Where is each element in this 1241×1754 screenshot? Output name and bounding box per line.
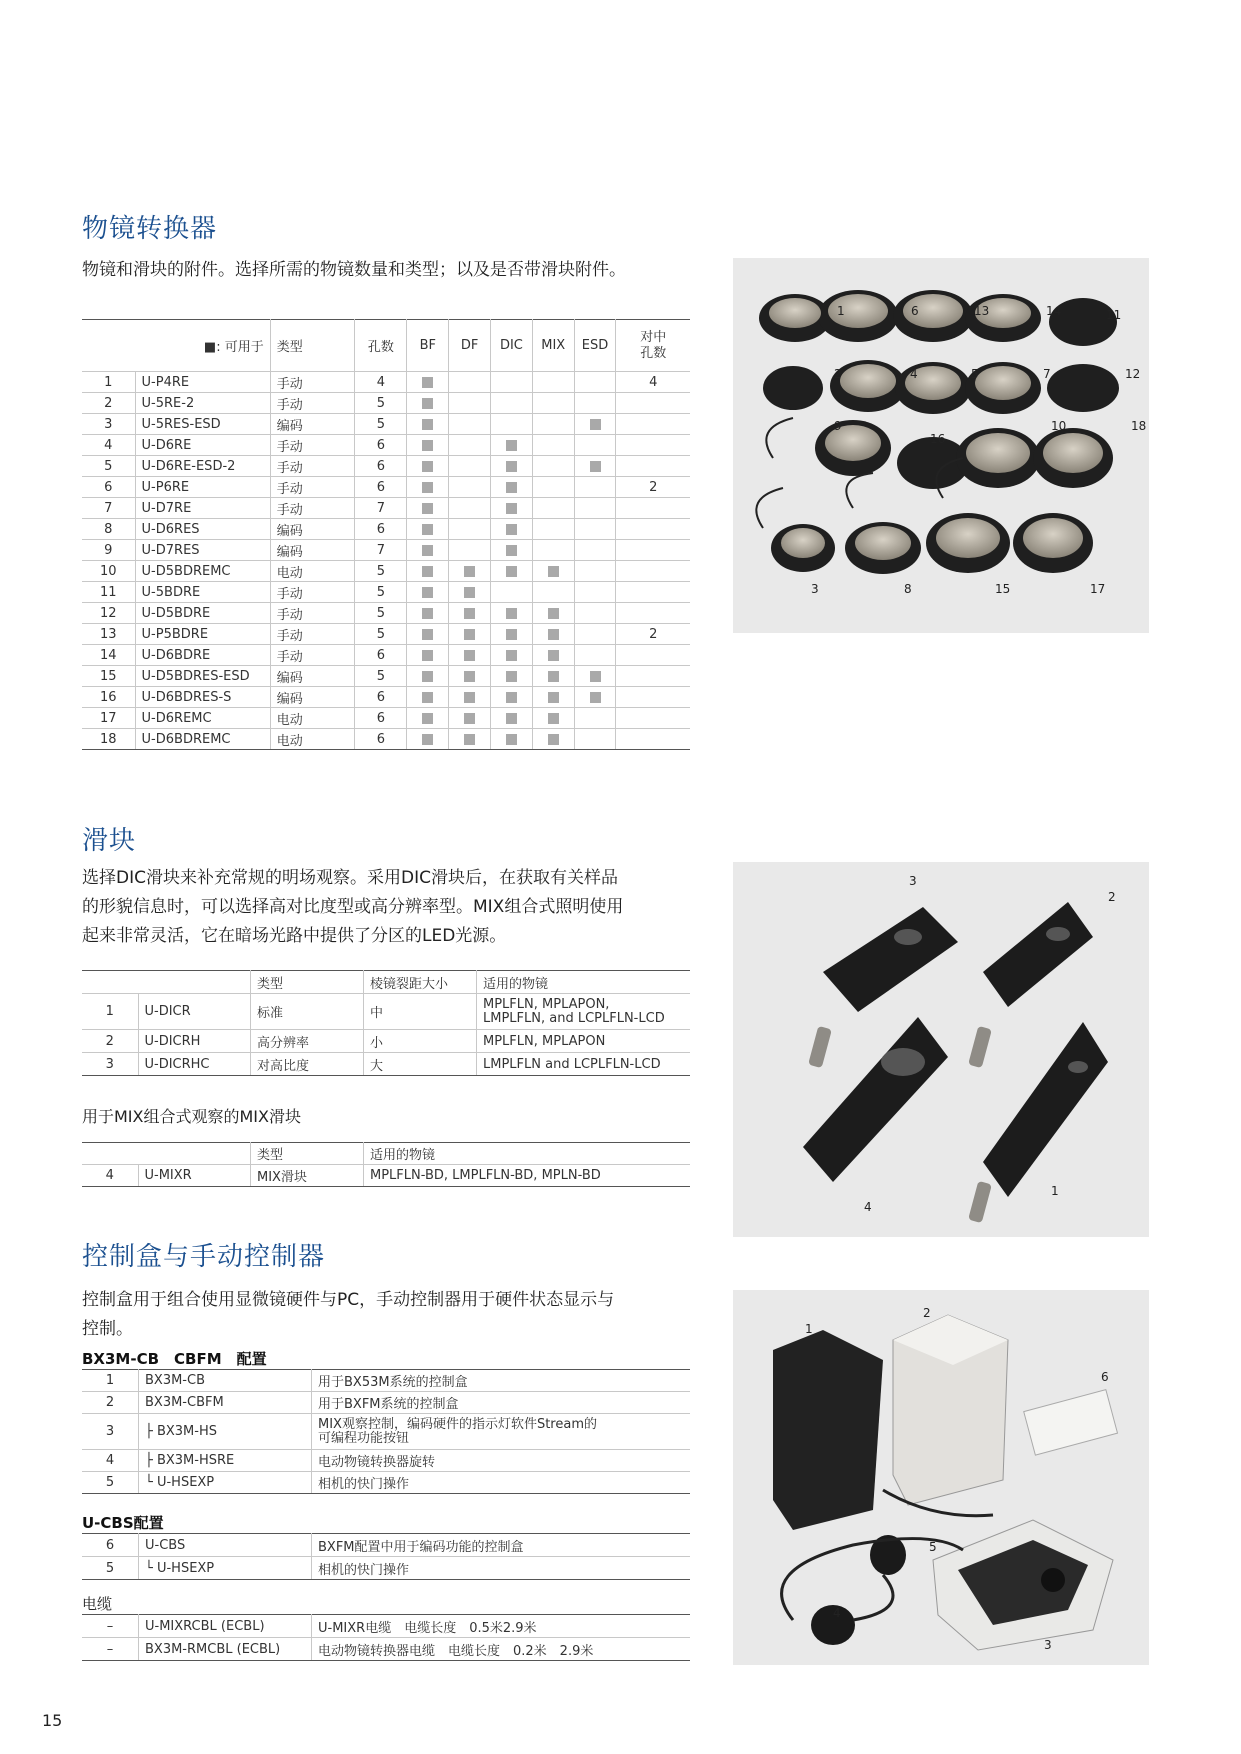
photo-label: 11 [1106, 308, 1122, 322]
photo-label: 6 [1101, 1370, 1109, 1384]
table-row: 1 BX3M-CB 用于BX53M系统的控制盒 [82, 1370, 690, 1392]
available-square-icon [548, 566, 559, 577]
photo-label: 8 [904, 582, 912, 596]
photo-label: 5 [929, 1540, 937, 1554]
available-square-icon [422, 377, 433, 388]
available-square-icon [464, 629, 475, 640]
available-square-icon [422, 713, 433, 724]
section-intro-control-box: 控制盒用于组合使用显微镜硬件与PC，手动控制器用于硬件状态显示与 控制。 [82, 1290, 615, 1339]
available-square-icon [506, 524, 517, 535]
available-square-icon [506, 566, 517, 577]
photo-label: 6 [911, 304, 919, 318]
photo-label: 1 [805, 1322, 813, 1336]
header-type: 类型 [251, 971, 364, 994]
revolver-photo [733, 258, 1149, 633]
section-title-revolver: 物镜转换器 [82, 214, 218, 244]
table-row: 5 └ U-HSEXP 相机的快门操作 [82, 1557, 690, 1580]
table-row: 5 └ U-HSEXP 相机的快门操作 [82, 1472, 690, 1494]
photo-label: 2 [1108, 890, 1116, 904]
available-square-icon [548, 692, 559, 703]
available-square-icon [506, 713, 517, 724]
table-row: 7 U-D7RE 手动 7 [82, 498, 690, 519]
group-title-bx3m-cb: BX3M-CB CBFM 配置 [82, 1350, 267, 1368]
mix-slider-table [82, 1142, 690, 1187]
header-bf: BF [407, 320, 449, 372]
table-row: 14 U-D6BDRE 手动 6 [82, 645, 690, 666]
available-square-icon [422, 419, 433, 430]
available-square-icon [464, 650, 475, 661]
photo-label: 4 [833, 1606, 841, 1620]
photo-label: 1 [837, 304, 845, 318]
available-square-icon [422, 671, 433, 682]
table-row: 2 BX3M-CBFM 用于BXFM系统的控制盒 [82, 1392, 690, 1414]
table-row: 4 U-D6RE 手动 6 [82, 435, 690, 456]
available-square-icon [506, 482, 517, 493]
table-row: 11 U-5BDRE 手动 5 [82, 582, 690, 603]
table-row: 1 U-DICR 标准 中 MPLFLN, MPLAPON, LMPLFLN, and LCPLFLN-LCD [82, 994, 690, 1030]
header-type: 类型 [251, 1143, 364, 1165]
page-number: 15 [42, 1711, 63, 1730]
table-row: 3 ├ BX3M-HS MIX观察控制，编码硬件的指示灯软件Stream的 可编程功能按钮 [82, 1414, 690, 1450]
table-row: 17 U-D6REMC 电动 6 [82, 708, 690, 729]
available-square-icon [422, 461, 433, 472]
header-prism-size: 棱镜裂距大小 [364, 971, 477, 994]
revolver-table [82, 319, 690, 750]
available-square-icon [590, 419, 601, 430]
section-title-slider: 滑块 [82, 826, 137, 856]
available-square-icon [422, 608, 433, 619]
available-square-icon [422, 545, 433, 556]
table-row: 3 U-DICRHC 对高比度 大 LMPLFLN and LCPLFLN-LCD [82, 1053, 690, 1076]
photo-label: 18 [1131, 419, 1147, 433]
available-square-icon [506, 671, 517, 682]
available-square-icon [506, 650, 517, 661]
table-row: 8 U-D6RES 编码 6 [82, 519, 690, 540]
available-square-icon [422, 482, 433, 493]
photo-label: 10 [1051, 419, 1067, 433]
table-row: 16 U-D6BDRES-S 编码 6 [82, 687, 690, 708]
photo-label: 3 [1044, 1638, 1052, 1652]
header-type: 类型 [270, 320, 355, 372]
available-square-icon [464, 734, 475, 745]
dic-slider-table [82, 970, 690, 1076]
photo-label: 5 [971, 367, 979, 381]
table-row: 4 U-MIXR MIX滑块 MPLFLN-BD, LMPLFLN-BD, MPLN-BD [82, 1165, 690, 1187]
available-square-icon [590, 692, 601, 703]
available-square-icon [548, 734, 559, 745]
available-square-icon [506, 440, 517, 451]
table-row: 10 U-D5BDREMC 电动 5 [82, 561, 690, 582]
available-square-icon [422, 650, 433, 661]
available-square-icon [464, 671, 475, 682]
header-objectives: 适用的物镜 [477, 971, 691, 994]
header-objectives: 适用的物镜 [364, 1143, 691, 1165]
header-available: ■: 可用于 [135, 320, 270, 372]
available-square-icon [590, 671, 601, 682]
photo-label: 13 [974, 304, 990, 318]
available-square-icon [548, 671, 559, 682]
photo-label: 4 [864, 1200, 872, 1214]
available-square-icon [464, 608, 475, 619]
available-square-icon [548, 629, 559, 640]
table-row: 4 ├ BX3M-HSRE 电动物镜转换器旋转 [82, 1450, 690, 1472]
photo-label: 15 [995, 582, 1011, 596]
photo-label: 2 [834, 367, 842, 381]
table-row: 9 U-D7RES 编码 7 [82, 540, 690, 561]
photo-label: 16 [930, 432, 946, 446]
available-square-icon [506, 461, 517, 472]
available-square-icon [506, 692, 517, 703]
control-box-illustration [733, 1290, 1149, 1665]
available-square-icon [506, 608, 517, 619]
table-row: – U-MIXRCBL (ECBL) U-MIXR电缆 电缆长度 0.5米2.9米 [82, 1615, 690, 1638]
section-intro-slider: 选择DIC滑块来补充常规的明场观察。采用DIC滑块后，在获取有关样品 的形貌信息时，可以选择高对比度型或高分辨率型。MIX组合式照明使用 起来非常灵活，它在暗场光路中提供了分区的LED光源。 [82, 868, 624, 946]
photo-label: 14 [1046, 304, 1062, 318]
photo-label: 2 [923, 1306, 931, 1320]
table-row: – BX3M-RMCBL (ECBL) 电动物镜转换器电缆 电缆长度 0.2米 2.9米 [82, 1638, 690, 1661]
u-cbs-table [82, 1533, 690, 1580]
table-row: 13 U-P5BDRE 手动 5 2 [82, 624, 690, 645]
table-row: 3 U-5RES-ESD 编码 5 [82, 414, 690, 435]
mix-slider-subtitle: 用于MIX组合式观察的MIX滑块 [82, 1107, 301, 1126]
table-row: 1 U-P4RE 手动 4 4 [82, 372, 690, 393]
available-square-icon [422, 524, 433, 535]
available-square-icon [422, 503, 433, 514]
available-square-icon [422, 629, 433, 640]
table-row: 18 U-D6BDREMC 电动 6 [82, 729, 690, 750]
table-row: 6 U-P6RE 手动 6 2 [82, 477, 690, 498]
slider-photo [733, 862, 1149, 1237]
photo-label: 3 [909, 874, 917, 888]
section-title-control-box: 控制盒与手动控制器 [82, 1242, 326, 1272]
available-square-icon [548, 608, 559, 619]
group-title-cables: 电缆 [82, 1595, 113, 1613]
available-square-icon [506, 734, 517, 745]
cables-table [82, 1614, 690, 1661]
header-mix: MIX [532, 320, 574, 372]
photo-label: 1 [1051, 1184, 1059, 1198]
table-row: 5 U-D6RE-ESD-2 手动 6 [82, 456, 690, 477]
photo-label: 4 [910, 367, 918, 381]
available-square-icon [422, 566, 433, 577]
group-title-u-cbs: U-CBS配置 [82, 1514, 164, 1532]
slider-illustration [733, 862, 1149, 1237]
available-square-icon [548, 650, 559, 661]
table-row: 2 U-5RE-2 手动 5 [82, 393, 690, 414]
available-square-icon [464, 566, 475, 577]
table-row: 12 U-D5BDRE 手动 5 [82, 603, 690, 624]
available-square-icon [506, 629, 517, 640]
available-square-icon [590, 461, 601, 472]
header-centering-holes: 对中 孔数 [616, 320, 690, 372]
photo-label: 17 [1090, 582, 1106, 596]
available-square-icon [422, 692, 433, 703]
available-square-icon [506, 503, 517, 514]
header-esd: ESD [574, 320, 616, 372]
header-df: DF [449, 320, 491, 372]
available-square-icon [422, 734, 433, 745]
photo-label: 12 [1125, 367, 1141, 381]
table-row: 2 U-DICRH 高分辨率 小 MPLFLN, MPLAPON [82, 1030, 690, 1053]
available-square-icon [464, 587, 475, 598]
control-box-photo [733, 1290, 1149, 1665]
photo-label: 3 [811, 582, 819, 596]
photo-label: 7 [1043, 367, 1051, 381]
available-square-icon [422, 440, 433, 451]
table-row: 6 U-CBS BXFM配置中用于编码功能的控制盒 [82, 1534, 690, 1557]
available-square-icon [464, 692, 475, 703]
available-square-icon [464, 713, 475, 724]
available-square-icon [548, 713, 559, 724]
header-holes: 孔数 [355, 320, 407, 372]
table-row: 15 U-D5BDRES-ESD 编码 5 [82, 666, 690, 687]
available-square-icon [422, 398, 433, 409]
bx3m-cb-table [82, 1369, 690, 1494]
available-square-icon [506, 545, 517, 556]
section-intro-revolver: 物镜和滑块的附件。选择所需的物镜数量和类型；以及是否带滑块附件。 [82, 260, 626, 280]
header-dic: DIC [491, 320, 533, 372]
available-square-icon [422, 587, 433, 598]
photo-label: 9 [834, 419, 842, 433]
